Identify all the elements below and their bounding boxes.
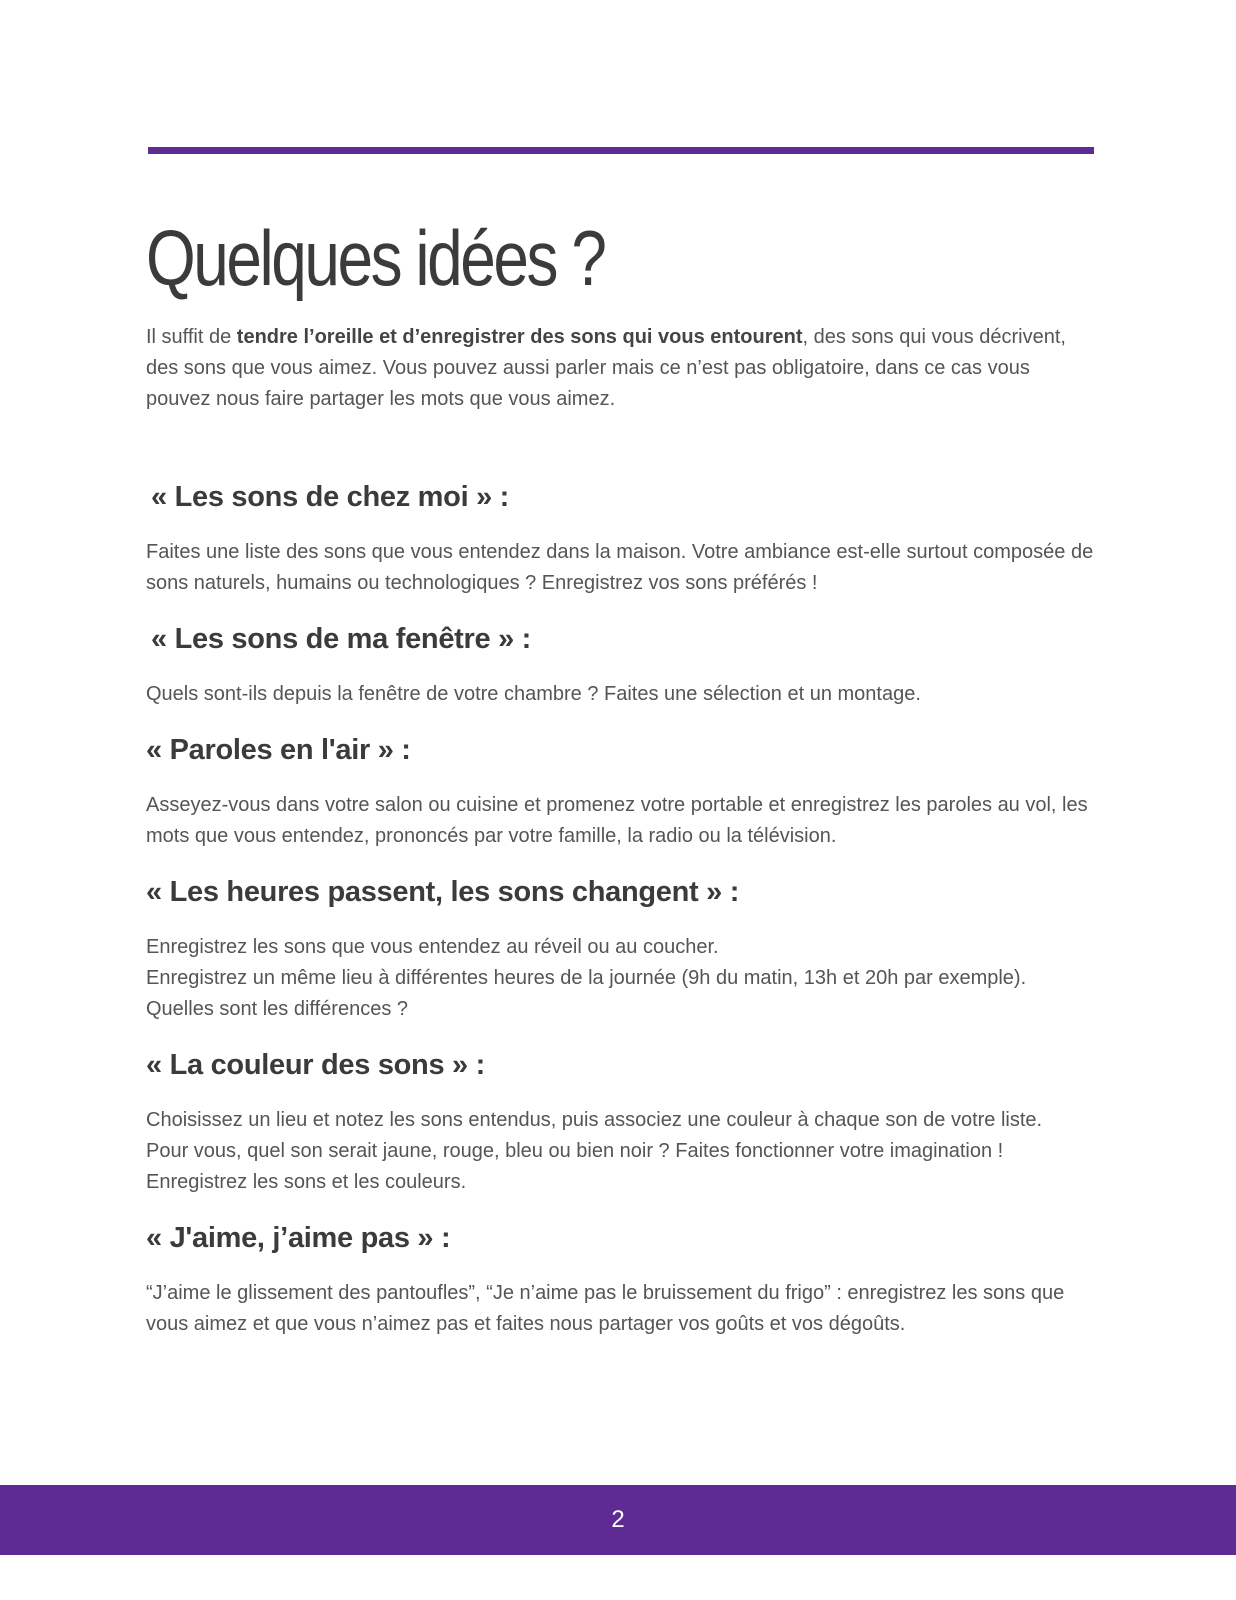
section-body-sons-chez-moi (146, 537, 1096, 599)
section-body-couleur-des-sons (146, 1105, 1096, 1198)
section-body-sons-fenetre (146, 679, 1096, 710)
section-line: Enregistrez les sons que vous entendez au réveil ou au coucher. (146, 935, 719, 958)
section-heading-paroles-en-l-air: « Paroles en l'air » : (146, 733, 411, 766)
intro-suffix: , des sons qui vous décrivent, des sons que vous aimez. Vous pouvez aussi parler mais ce n’est pas obligatoire, dans ce cas vous pouvez nous faire partager les mots que vous aimez. (146, 325, 1066, 410)
section-line: Choisissez un lieu et notez les sons entendus, puis associez une couleur à chaque son de votre liste. (146, 1108, 1043, 1131)
section-line: Faites une liste des sons que vous entendez dans la maison. Votre ambiance est-elle surtout composée de sons naturels, humains ou technologiques ? Enregistrez vos sons préférés ! (146, 540, 1094, 594)
section-line: Enregistrez les sons et les couleurs. (146, 1170, 467, 1193)
footer-bar (0, 1485, 1236, 1555)
intro-bold: tendre l’oreille et d’enregistrer des sons qui vous entourent (236, 325, 803, 348)
section-line: Quels sont-ils depuis la fenêtre de votre chambre ? Faites une sélection et un montage. (146, 682, 921, 705)
page-title: Quelques idées ? (146, 214, 605, 302)
intro-paragraph (146, 322, 1096, 415)
section-line: “J’aime le glissement des pantoufles”, “Je n’aime pas le bruissement du frigo” : enregistrez les sons que vous aimez et que vous n’aimez pas et faites nous partager vos goûts et vos dégoûts. (146, 1281, 1065, 1335)
page-number: 2 (611, 1506, 625, 1533)
section-heading-sons-chez-moi: « Les sons de chez moi » : (151, 480, 510, 513)
section-line: Asseyez-vous dans votre salon ou cuisine et promenez votre portable et enregistrez les paroles au vol, les mots que vous entendez, prononcés par votre famille, la radio ou la télévision. (146, 793, 1088, 847)
section-body-heures-passent (146, 932, 1096, 1025)
intro-prefix: Il suffit de (146, 325, 237, 348)
section-body-j-aime-j-aime-pas (146, 1278, 1096, 1340)
page-content (146, 214, 1096, 1360)
section-heading-couleur-des-sons: « La couleur des sons » : (146, 1048, 485, 1081)
top-divider (148, 147, 1094, 154)
section-line: Pour vous, quel son serait jaune, rouge, bleu ou bien noir ? Faites fonctionner votre imagination ! (146, 1139, 1004, 1162)
section-heading-heures-passent: « Les heures passent, les sons changent » : (146, 875, 740, 908)
section-heading-sons-fenetre: « Les sons de ma fenêtre » : (151, 622, 532, 655)
section-heading-j-aime-j-aime-pas: « J'aime, j’aime pas » : (146, 1221, 451, 1254)
section-line: Enregistrez un même lieu à différentes heures de la journée (9h du matin, 13h et 20h par exemple). Quelles sont les différences ? (146, 966, 1027, 1020)
section-body-paroles-en-l-air (146, 790, 1096, 852)
